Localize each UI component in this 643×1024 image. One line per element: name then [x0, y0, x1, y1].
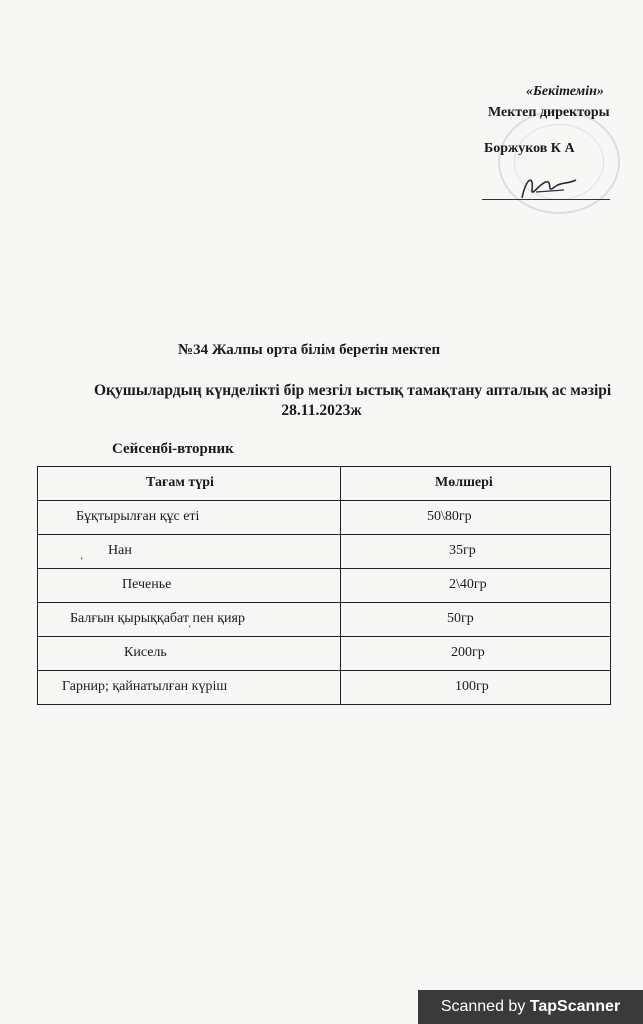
dish-cell: Нан ʻ: [38, 535, 341, 569]
school-name: №34 Жалпы орта білім беретін мектеп: [178, 342, 441, 358]
table-row: [38, 569, 611, 603]
amount-cell: 2\40гр: [341, 569, 611, 603]
header-amount: Мөлшері: [341, 467, 611, 501]
menu-title: Оқушылардың күнделікті бір мезгіл ыстық тамақтану апталық ас мәзірі: [94, 382, 612, 399]
dish-cell: Бұқтырылған құс еті: [38, 501, 341, 535]
table-row: [38, 671, 611, 705]
dish-cell: Кисель: [38, 637, 341, 671]
table-row: [38, 637, 611, 671]
menu-date: 28.11.2023ж: [281, 402, 362, 419]
signature-line: [482, 199, 610, 200]
table-row: [38, 501, 611, 535]
scanner-watermark: Scanned by TapScanner: [418, 990, 643, 1024]
amount-cell: 50\80гр: [341, 501, 611, 535]
amount-cell: 200гр: [341, 637, 611, 671]
approval-heading: «Бекітемін»: [526, 84, 604, 99]
amount-cell: 35гр: [341, 535, 611, 569]
menu-table: [37, 466, 611, 705]
table-row: [38, 603, 611, 637]
day-of-week: Сейсенбі-вторник: [112, 441, 234, 457]
header-dish: Тағам түрі: [38, 467, 341, 501]
dish-cell: Печенье: [38, 569, 341, 603]
table-row: [38, 535, 611, 569]
dish-cell: Гарнир; қайнатылған күріш: [38, 671, 341, 705]
table-header-row: [38, 467, 611, 501]
amount-cell: 100гр: [341, 671, 611, 705]
approval-position: Мектеп директоры: [488, 105, 610, 120]
approval-director-name: Боржуков К А: [484, 141, 575, 156]
dish-cell: Балғын қырыққабат пен қияр ʻ: [38, 603, 341, 637]
amount-cell: 50гр: [341, 603, 611, 637]
